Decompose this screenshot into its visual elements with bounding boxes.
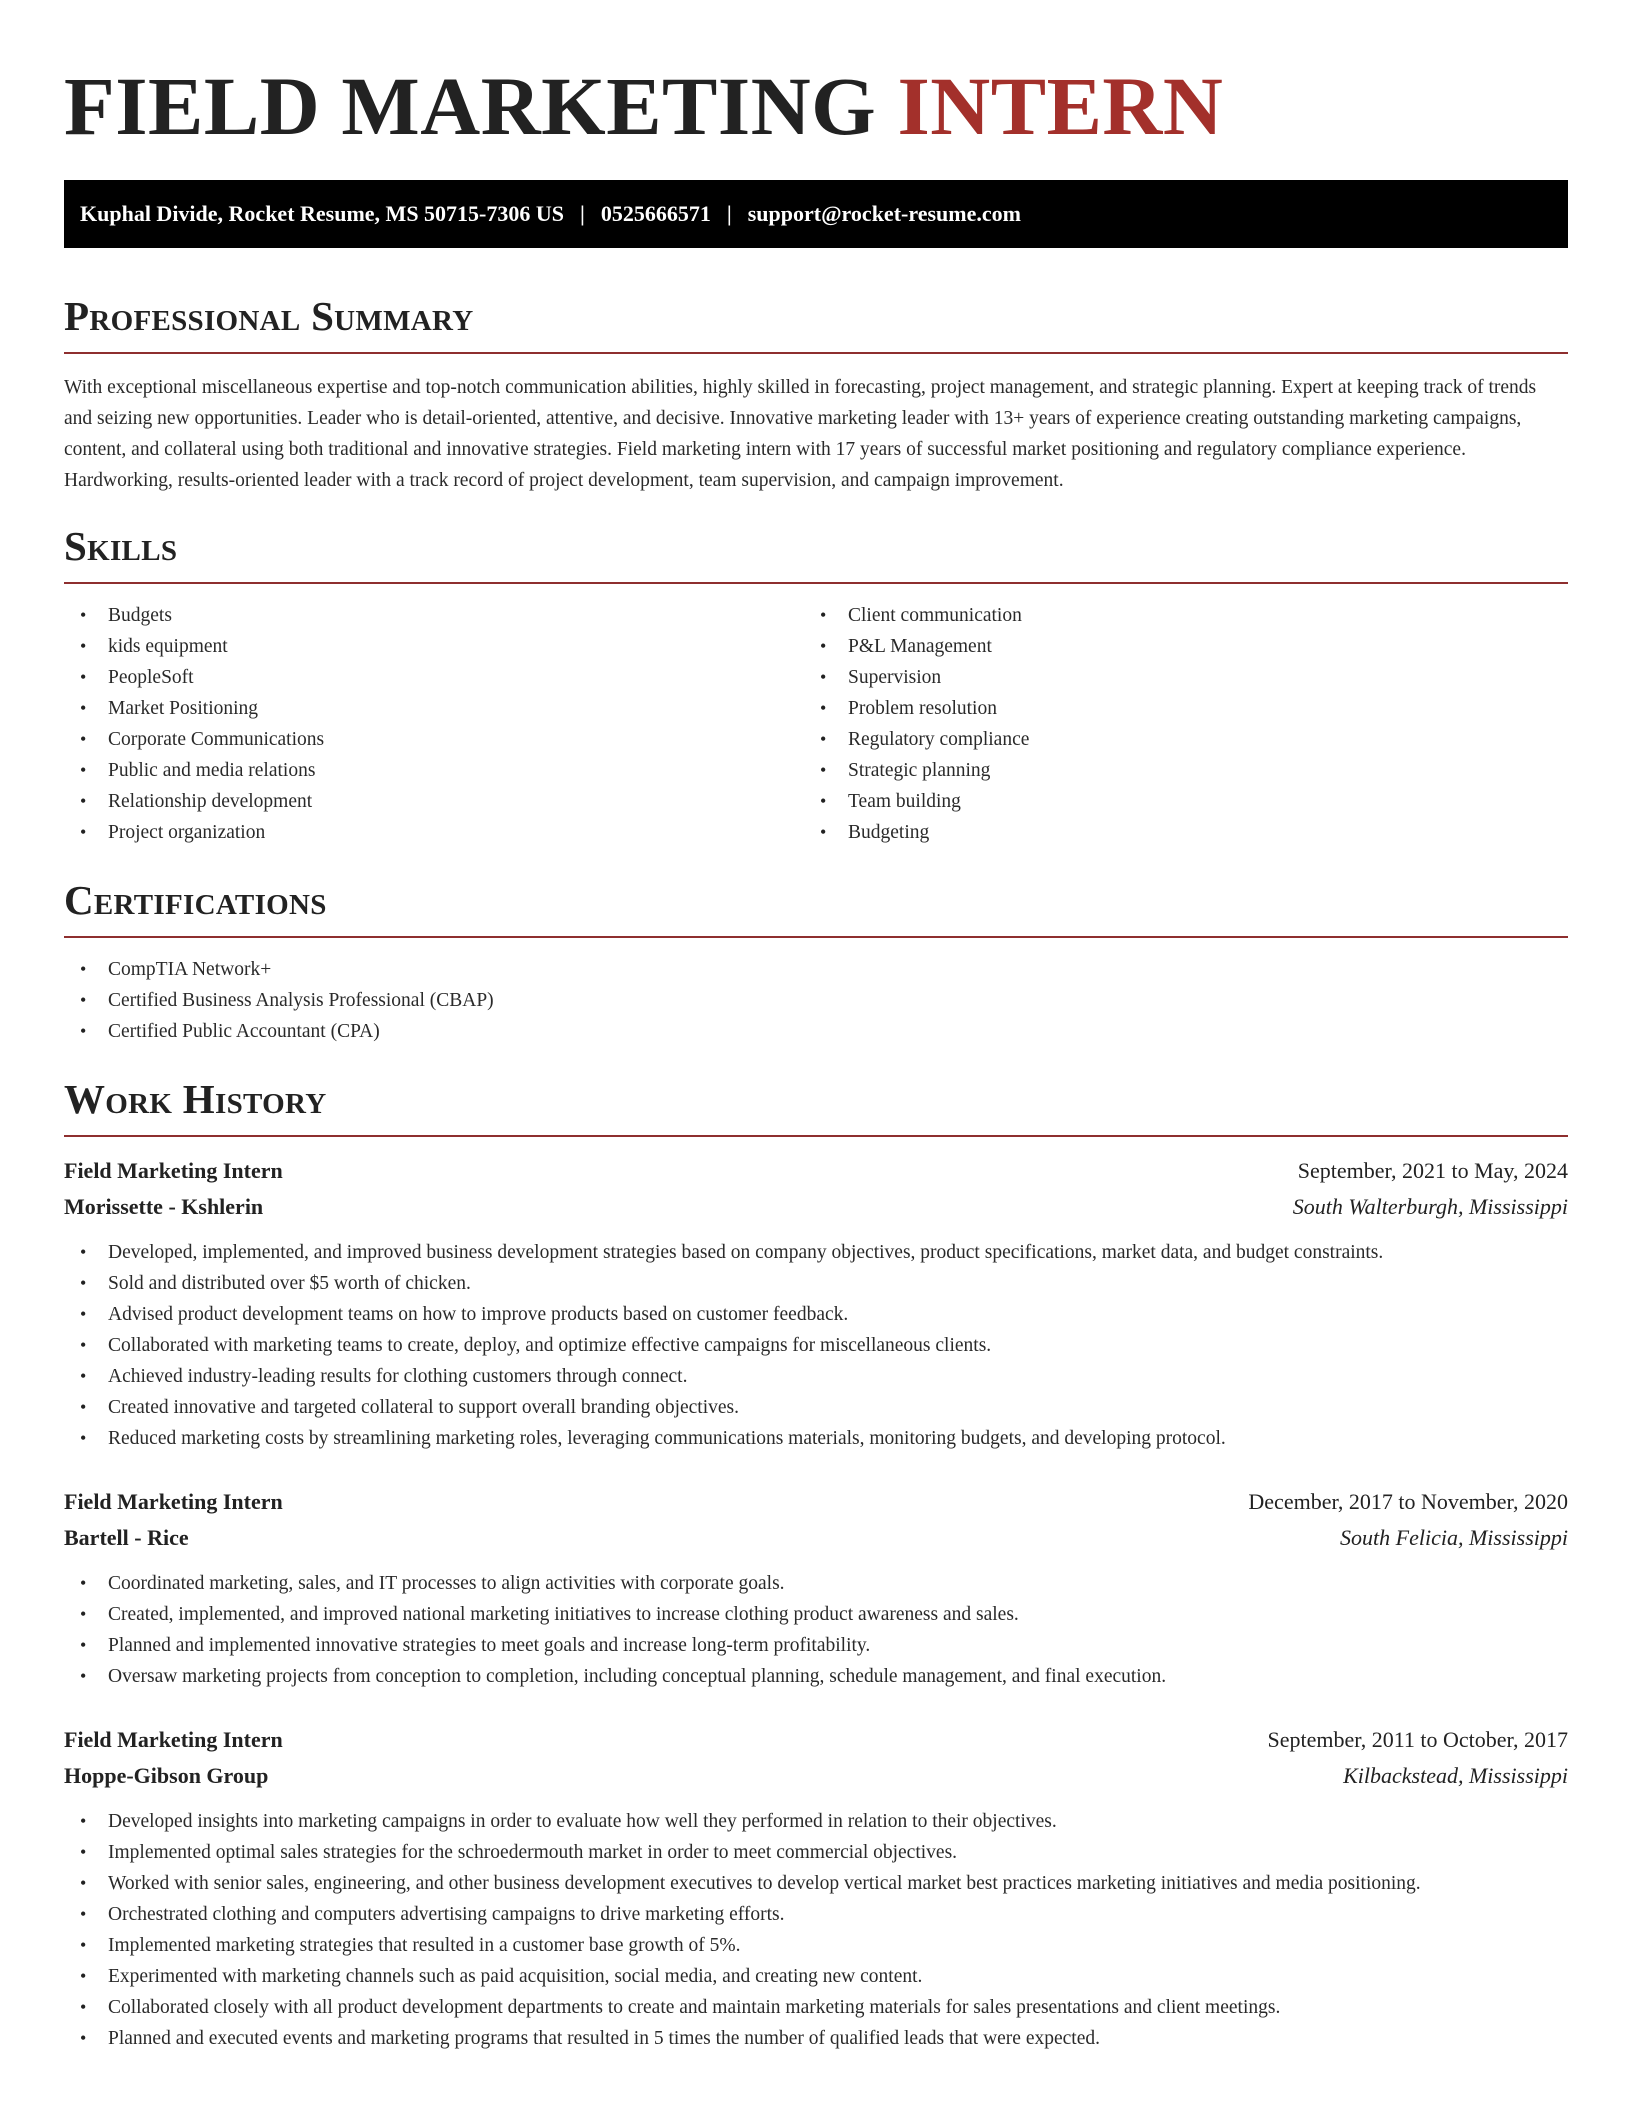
job-header-row xyxy=(64,1722,1568,1758)
skills-section xyxy=(64,522,1568,848)
skill-item: • Problem resolution xyxy=(804,693,1544,724)
job-company: Bartell - Rice xyxy=(64,1525,189,1550)
title-accent: INTERN xyxy=(897,60,1224,152)
summary-section xyxy=(64,292,1568,496)
job-bullet: • Collaborated closely with all product development departments to create and maintain marketing materials for sales presentations and client meetings. xyxy=(64,1992,1568,2023)
certifications-heading: Certifications xyxy=(64,877,327,923)
section-divider xyxy=(64,1135,1568,1137)
job-bullet: • Developed, implemented, and improved business development strategies based on company objectives, product specifications, market data, and budget constraints. xyxy=(64,1237,1568,1268)
work-history-section xyxy=(64,1075,1568,2054)
job-title: Field Marketing Intern xyxy=(64,1727,283,1752)
job-bullets xyxy=(64,1237,1568,1454)
job-bullet: • Developed insights into marketing campaigns in order to evaluate how well they performed in relation to their objectives. xyxy=(64,1806,1568,1837)
section-divider xyxy=(64,582,1568,584)
skill-item: • Budgets xyxy=(64,600,804,631)
certification-item: • Certified Business Analysis Professional (CBAP) xyxy=(64,985,1568,1016)
job-title: Field Marketing Intern xyxy=(64,1489,283,1514)
contact-separator: | xyxy=(726,201,732,226)
job-entry xyxy=(64,1722,1568,2054)
skills-grid xyxy=(64,600,1568,848)
jobs-list xyxy=(64,1153,1568,2054)
job-bullet: • Sold and distributed over $5 worth of chicken. xyxy=(64,1268,1568,1299)
summary-text: With exceptional miscellaneous expertise and top-notch communication abilities, highly skilled in forecasting, project management, and strategic planning. Expert at keeping track of trends and seizing new opportunities. Leader who is detail-oriented, attentive, and decisive. Innovative marketing leader with 13+ years of experience creating outstanding marketing campaigns, content, and collateral using both traditional and innovative strategies. Field marketing intern with 17 years of successful market positioning and regulatory compliance experience. Hardworking, results-oriented leader with a track record of project development, team supervision, and campaign improvement. xyxy=(64,377,1537,491)
job-company-row xyxy=(64,1189,1568,1225)
job-bullet: • Implemented marketing strategies that resulted in a customer base growth of 5%. xyxy=(64,1930,1568,1961)
job-dates: December, 2017 to November, 2020 xyxy=(1248,1489,1568,1514)
job-bullet: • Coordinated marketing, sales, and IT processes to align activities with corporate goals. xyxy=(64,1568,1568,1599)
contact-phone: 0525666571 xyxy=(600,201,711,226)
job-bullet: • Created, implemented, and improved national marketing initiatives to increase clothing product awareness and sales. xyxy=(64,1599,1568,1630)
job-location: South Felicia, Mississippi xyxy=(1340,1525,1568,1550)
job-header-row xyxy=(64,1484,1568,1520)
job-dates: September, 2011 to October, 2017 xyxy=(1267,1727,1568,1752)
job-location: Kilbackstead, Mississippi xyxy=(1343,1763,1568,1788)
title-main: FIELD MARKETING xyxy=(64,60,877,152)
section-divider xyxy=(64,352,1568,354)
certifications-section xyxy=(64,876,1568,1047)
job-bullet: • Reduced marketing costs by streamlining marketing roles, leveraging communications materials, monitoring budgets, and developing protocol. xyxy=(64,1423,1568,1454)
section-divider xyxy=(64,936,1568,938)
contact-address: Kuphal Divide, Rocket Resume, MS 50715-7306 US xyxy=(80,201,565,226)
certifications-list xyxy=(64,954,1568,1047)
job-bullet: • Collaborated with marketing teams to create, deploy, and optimize effective campaigns for miscellaneous clients. xyxy=(64,1330,1568,1361)
job-bullet: • Planned and implemented innovative strategies to meet goals and increase long-term profitability. xyxy=(64,1630,1568,1661)
contact-bar xyxy=(64,180,1568,248)
job-header-row xyxy=(64,1153,1568,1189)
job-company: Hoppe-Gibson Group xyxy=(64,1763,269,1788)
skill-item: • Relationship development xyxy=(64,786,804,817)
skill-item: • Corporate Communications xyxy=(64,724,804,755)
skill-item: • P&L Management xyxy=(804,631,1544,662)
skills-list-right xyxy=(804,600,1544,848)
resume-title xyxy=(64,0,1568,154)
job-company: Morissette - Kshlerin xyxy=(64,1194,264,1219)
job-bullet: • Achieved industry-leading results for clothing customers through connect. xyxy=(64,1361,1568,1392)
job-bullet: • Experimented with marketing channels such as paid acquisition, social media, and creating new content. xyxy=(64,1961,1568,1992)
job-bullet: • Planned and executed events and marketing programs that resulted in 5 times the number of qualified leads that were expected. xyxy=(64,2023,1568,2054)
job-bullet: • Worked with senior sales, engineering, and other business development executives to develop vertical market best practices marketing initiatives and media positioning. xyxy=(64,1868,1568,1899)
skill-item: • Team building xyxy=(804,786,1544,817)
job-dates: September, 2021 to May, 2024 xyxy=(1297,1158,1568,1183)
job-entry xyxy=(64,1484,1568,1692)
job-bullet: • Implemented optimal sales strategies for the schroedermouth market in order to meet commercial objectives. xyxy=(64,1837,1568,1868)
skill-item: • Strategic planning xyxy=(804,755,1544,786)
job-location: South Walterburgh, Mississippi xyxy=(1292,1194,1568,1219)
work-history-heading: Work History xyxy=(64,1076,327,1122)
skill-item: • Supervision xyxy=(804,662,1544,693)
skill-item: • Budgeting xyxy=(804,817,1544,848)
job-entry xyxy=(64,1153,1568,1454)
skill-item: • Market Positioning xyxy=(64,693,804,724)
skill-item: • Public and media relations xyxy=(64,755,804,786)
skill-item: • Project organization xyxy=(64,817,804,848)
job-bullets xyxy=(64,1806,1568,2054)
job-bullet: • Created innovative and targeted collateral to support overall branding objectives. xyxy=(64,1392,1568,1423)
job-company-row xyxy=(64,1758,1568,1794)
job-bullet: • Orchestrated clothing and computers advertising campaigns to drive marketing efforts. xyxy=(64,1899,1568,1930)
certification-item: • Certified Public Accountant (CPA) xyxy=(64,1016,1568,1047)
skill-item: • PeopleSoft xyxy=(64,662,804,693)
contact-separator: | xyxy=(580,201,585,226)
job-bullets xyxy=(64,1568,1568,1692)
job-bullet: • Advised product development teams on how to improve products based on customer feedback. xyxy=(64,1299,1568,1330)
skills-heading: Skills xyxy=(64,523,178,569)
job-bullet: • Oversaw marketing projects from conception to completion, including conceptual planning, schedule management, and final execution. xyxy=(64,1661,1568,1692)
job-company-row xyxy=(64,1520,1568,1556)
job-title: Field Marketing Intern xyxy=(64,1158,283,1183)
certification-item: • CompTIA Network+ xyxy=(64,954,1568,985)
skill-item: • Regulatory compliance xyxy=(804,724,1544,755)
skill-item: • Client communication xyxy=(804,600,1544,631)
skills-list-left xyxy=(64,600,804,848)
summary-heading: Professional Summary xyxy=(64,293,474,339)
skill-item: • kids equipment xyxy=(64,631,804,662)
contact-email: support@rocket-resume.com xyxy=(747,201,1021,226)
